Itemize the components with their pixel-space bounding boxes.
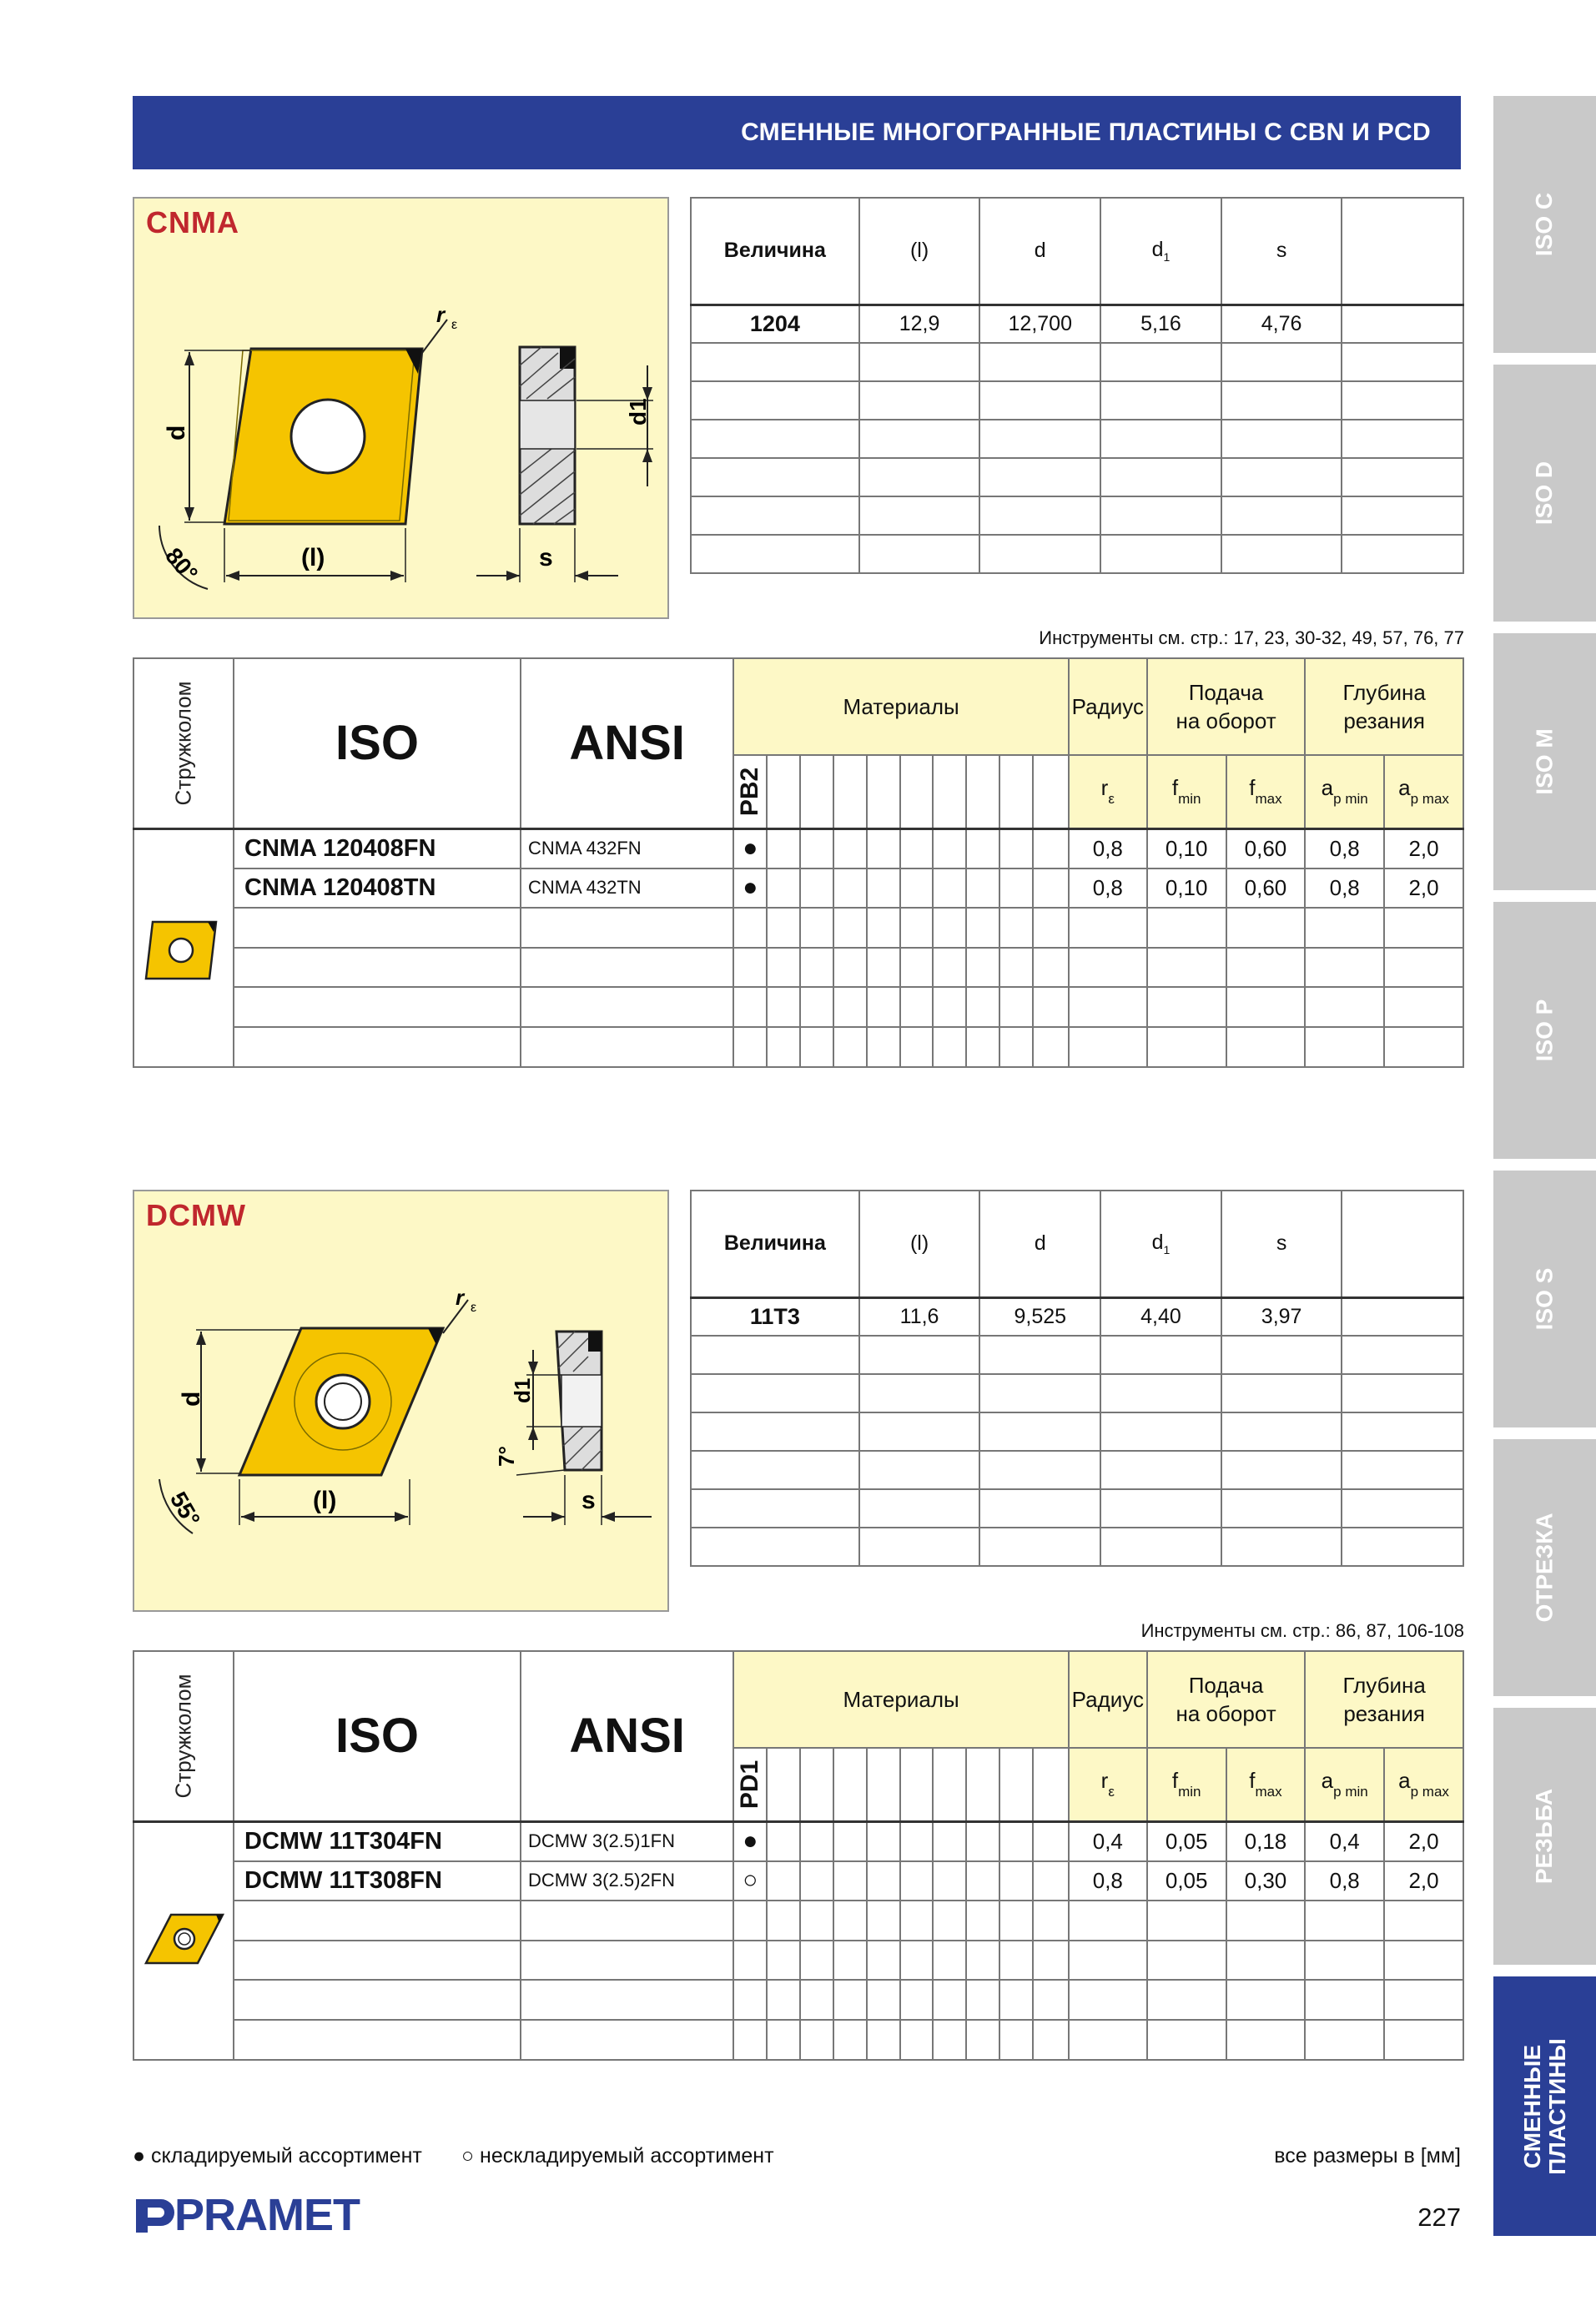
tab-inserts[interactable]: СМЕННЫЕ ПЛАСТИНЫ: [1493, 1976, 1596, 2236]
insert-code: CNMA: [146, 205, 239, 239]
col-d1: $d_1$: [1100, 198, 1221, 305]
col-d: d: [979, 198, 1100, 305]
insert-drawing: [134, 1191, 671, 1614]
dimensions-table: [690, 197, 1464, 574]
legend-stock: ● складируемый ассортимент: [133, 2144, 422, 2167]
iso-header: ISO: [234, 658, 521, 828]
col-size: Величина: [691, 1191, 859, 1297]
drawing-label-d: d: [178, 1391, 205, 1407]
chipbreaker-header: Стружколом: [170, 681, 196, 806]
apmin-header: $a_{p min}$: [1305, 755, 1384, 828]
drawing-label-l: (l): [301, 544, 325, 571]
tab-parting[interactable]: ОТРЕЗКА: [1493, 1439, 1596, 1696]
drawing-label-d1: d1: [625, 398, 651, 425]
side-tab-bar: [1493, 96, 1596, 2236]
feed-header: Подача на оборот: [1147, 658, 1306, 755]
tab-iso-d[interactable]: ISO D: [1493, 365, 1596, 622]
tools-reference: Инструменты см. стр.: 17, 23, 30-32, 49, 57, 76, 77: [1039, 627, 1464, 648]
grade-header: PB2: [733, 755, 767, 828]
units-note: все размеры в [мм]: [1274, 2144, 1461, 2167]
drawing-label-r: r: [436, 302, 446, 327]
dims-row: 1204 12,9 12,700 5,16 4,76: [691, 305, 1463, 343]
drawing-label-d: d: [163, 425, 190, 441]
chipbreaker-icon: [133, 828, 234, 1067]
fmin-header: $f_{min}$: [1147, 755, 1226, 828]
drawing-label-r-sub: ε: [451, 318, 458, 332]
fmin-header: $f_{min}$: [1147, 1748, 1226, 1821]
drawing-label-angle: 55°: [164, 1487, 205, 1532]
drawing-label-relief: 7°: [494, 1446, 519, 1467]
drawing-label-r: r: [456, 1285, 465, 1310]
apmax-header: $a_{p max}$: [1384, 1748, 1463, 1821]
col-l: (l): [859, 198, 980, 305]
tools-reference: Инструменты см. стр.: 86, 87, 106-108: [1140, 1620, 1464, 1641]
insert-code: DCMW: [146, 1198, 246, 1232]
chipbreaker-icon: [133, 1821, 234, 2060]
col-size: Величина: [691, 198, 859, 305]
tab-iso-s[interactable]: ISO S: [1493, 1171, 1596, 1427]
fmax-header: $f_{max}$: [1226, 755, 1306, 828]
tab-iso-m[interactable]: ISO M: [1493, 633, 1596, 890]
products-table: [133, 657, 1464, 1068]
col-d: d: [979, 1191, 1100, 1297]
table-row: DCMW 11T308FN DCMW 3(2.5)2FN ○ 0,8 0,05 0,30 0,8 2,0: [133, 1861, 1463, 1901]
pramet-logo-icon: [133, 2194, 174, 2236]
drawing-label-l: (l): [313, 1487, 337, 1514]
apmax-header: $a_{p max}$: [1384, 755, 1463, 828]
products-table: [133, 1650, 1464, 2061]
tab-iso-p[interactable]: ISO P: [1493, 902, 1596, 1159]
legend-nonstock: ○ нескладируемый ассортимент: [461, 2144, 774, 2167]
drawing-label-r-sub: ε: [471, 1301, 477, 1315]
drawing-label-s: s: [582, 1487, 596, 1514]
table-row: CNMA 120408FN CNMA 432FN ● 0,8 0,10 0,60 0,8 2,0: [133, 828, 1463, 868]
chipbreaker-header: Стружколом: [170, 1674, 196, 1799]
materials-header: Материалы: [733, 1651, 1069, 1748]
feed-header: Подача на оборот: [1147, 1651, 1306, 1748]
apmin-header: $a_{p min}$: [1305, 1748, 1384, 1821]
table-row: CNMA 120408TN CNMA 432TN ● 0,8 0,10 0,60 0,8 2,0: [133, 868, 1463, 909]
r-header: $r_\varepsilon$: [1069, 755, 1147, 828]
col-s: s: [1221, 198, 1342, 305]
page-title: СМЕННЫЕ МНОГОГРАННЫЕ ПЛАСТИНЫ С CBN И PCD: [741, 118, 1431, 146]
insert-drawing-box: [133, 197, 669, 619]
materials-header: Материалы: [733, 658, 1069, 755]
r-header: $r_\varepsilon$: [1069, 1748, 1147, 1821]
radius-header: Радиус: [1069, 1651, 1147, 1748]
fmax-header: $f_{max}$: [1226, 1748, 1306, 1821]
depth-header: Глубина резания: [1305, 1651, 1463, 1748]
tab-threading[interactable]: РЕЗЬБА: [1493, 1708, 1596, 1965]
col-d1: $d_1$: [1100, 1191, 1221, 1297]
insert-drawing: [134, 199, 671, 621]
drawing-label-angle: 80°: [160, 542, 204, 587]
ansi-header: ANSI: [521, 658, 733, 828]
pramet-logo: PRAMET: [133, 2190, 360, 2240]
col-s: s: [1221, 1191, 1342, 1297]
radius-header: Радиус: [1069, 658, 1147, 755]
dimensions-table: [690, 1190, 1464, 1567]
iso-header: ISO: [234, 1651, 521, 1821]
drawing-label-d1: d1: [510, 1377, 535, 1403]
page-header: [133, 96, 1461, 169]
grade-header: PD1: [733, 1748, 767, 1821]
dims-row: 11T3 11,6 9,525 4,40 3,97: [691, 1297, 1463, 1336]
drawing-label-s: s: [539, 544, 553, 571]
ansi-header: ANSI: [521, 1651, 733, 1821]
tab-iso-c[interactable]: ISO C: [1493, 96, 1596, 353]
table-row: DCMW 11T304FN DCMW 3(2.5)1FN ● 0,4 0,05 0,18 0,4 2,0: [133, 1821, 1463, 1861]
page-number: 227: [1417, 2203, 1461, 2232]
insert-drawing-box: [133, 1190, 669, 1612]
col-l: (l): [859, 1191, 980, 1297]
depth-header: Глубина резания: [1305, 658, 1463, 755]
